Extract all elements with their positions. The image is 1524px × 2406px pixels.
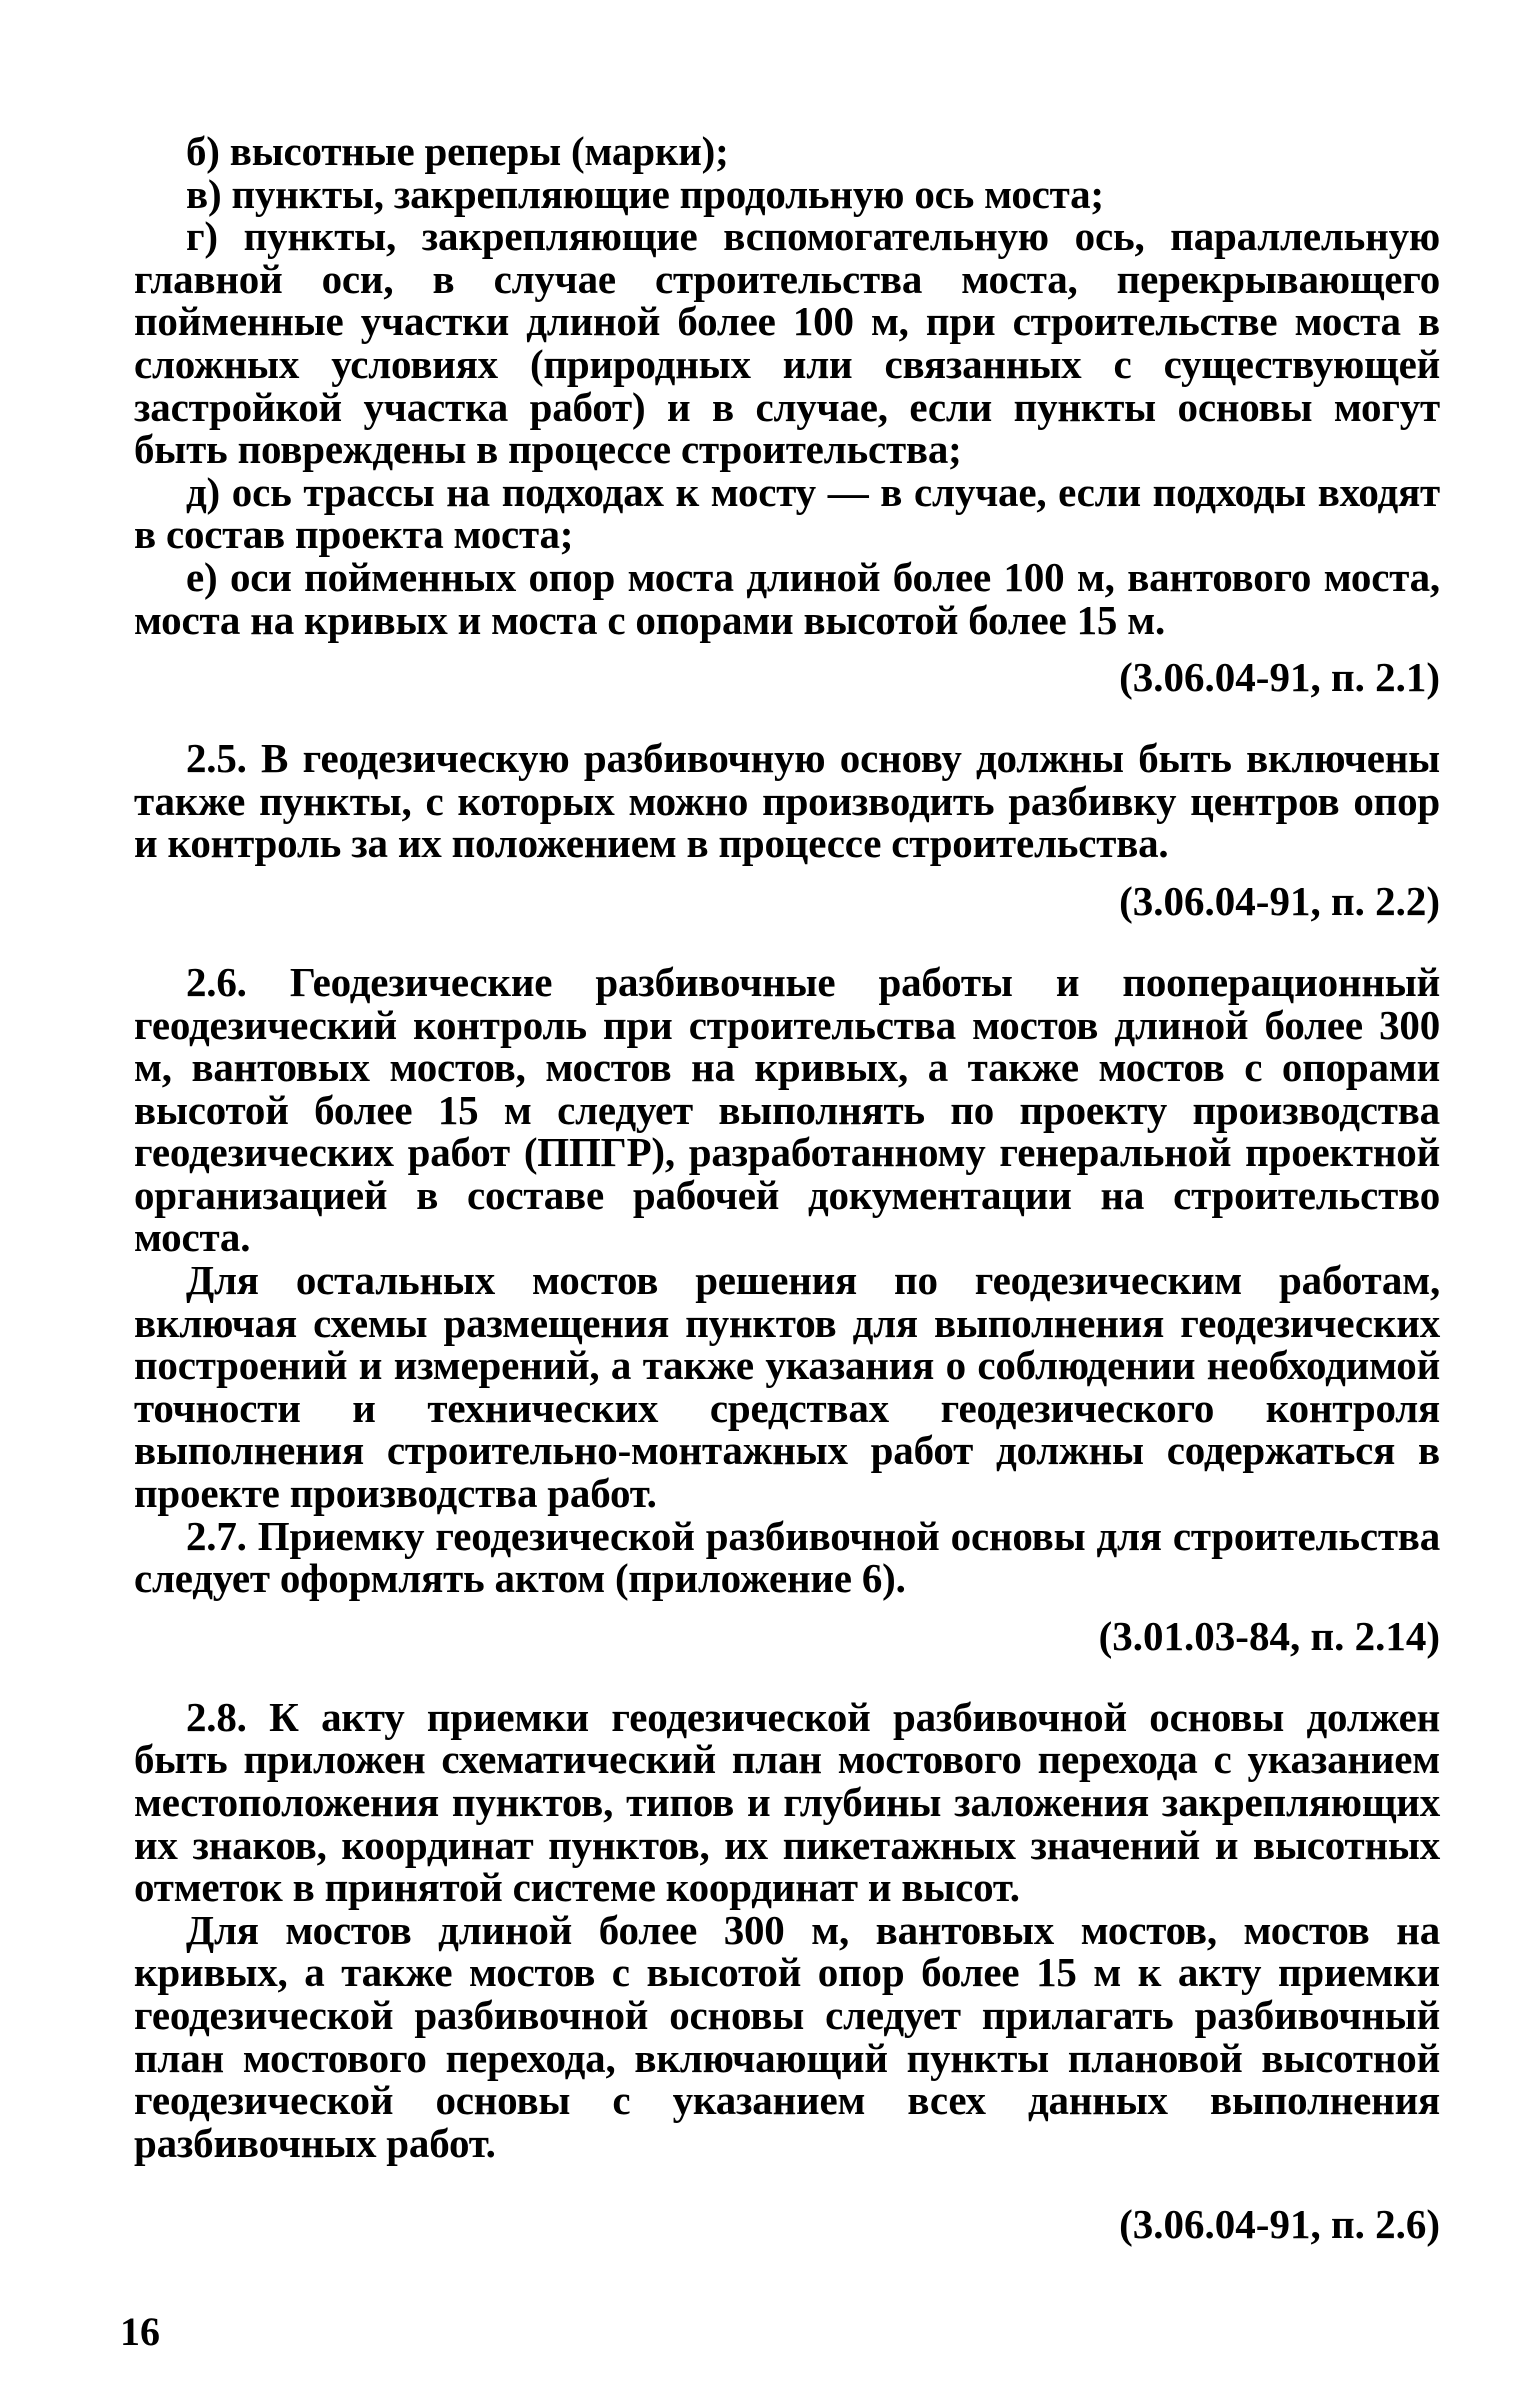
reference-3-06-04-91-p-2-1: (3.06.04-91, п. 2.1) xyxy=(1119,654,1440,701)
list-item-g: г) пункты, закрепляющие вспомогательную ось, параллельную главной оси, в случае строительства моста, перекрывающего пойменные участки длиной более 100 м, при строительстве моста в сложных условиях (природных или связанных с существующей застройкой участка работ) и в случае, если пункты основы могут быть повреждены в процессе строительства; xyxy=(134,213,1440,473)
paragraph-2-7: 2.7. Приемку геодезической разбивочной основы для строительства следует оформлять актом (приложение 6). xyxy=(134,1512,1440,1602)
paragraph-2-8: 2.8. К акту приемки геодезической разбивочной основы должен быть приложен схематический план мостового перехода с указанием местоположения пунктов, типов и глубины заложения закрепляющих их знаков, координат пунктов, их пикетажных значений и высотных отметок в принятой системе координат и высот. xyxy=(134,1693,1440,1911)
list-item-d: д) ось трассы на подходах к мосту — в случае, если подходы входят в состав проекта моста; xyxy=(134,468,1440,558)
page-number: 16 xyxy=(120,2309,160,2354)
paragraph-2-5: 2.5. В геодезическую разбивочную основу должны быть включены также пункты, с которых можно производить разбивку центров опор и контроль за их положением в процессе строительства. xyxy=(134,735,1440,867)
list-item-v: в) пункты, закрепляющие продольную ось моста; xyxy=(186,170,1104,217)
paragraph-2-6: 2.6. Геодезические разбивочные работы и пооперационный геодезический контроль при строительства мостов длиной более 300 м, вантовых мостов, мостов на кривых, а также мостов с опорами высотой более 15 м следует выполнять по проекту производства геодезических работ (ППГР), разработанному генеральной проектной организацией в составе рабочей документации на строительство моста. xyxy=(134,958,1440,1261)
list-item-b: б) высотные реперы (марки); xyxy=(186,128,729,174)
list-item-e: е) оси пойменных опор моста длиной более 100 м, вантового моста, моста на кривых и моста с опорами высотой более 15 м. xyxy=(134,553,1440,643)
reference-3-06-04-91-p-2-6: (3.06.04-91, п. 2.6) xyxy=(1119,2201,1440,2248)
paragraph-2-6-continued: Для остальных мостов решения по геодезическим работам, включая схемы размещения пунктов для выполнения геодезических построений и измерений, а также указания о соблюдении необходимой точности и технических средствах геодезического контроля выполнения строительно-монтажных работ должны содержаться в проекте производства работ. xyxy=(134,1257,1440,1517)
reference-3-06-04-91-p-2-2: (3.06.04-91, п. 2.2) xyxy=(1119,877,1440,924)
reference-3-01-03-84-p-2-14: (3.01.03-84, п. 2.14) xyxy=(1098,1612,1440,1659)
paragraph-2-8-continued: Для мостов длиной более 300 м, вантовых мостов, мостов на кривых, а также мостов с высотой опор более 15 м к акту приемки геодезической разбивочной основы следует прилагать разбивочный план мостового перехода, включающий пункты плановой высотной геодезической основы с указанием всех данных выполнения разбивочных работ. xyxy=(134,1906,1440,2166)
